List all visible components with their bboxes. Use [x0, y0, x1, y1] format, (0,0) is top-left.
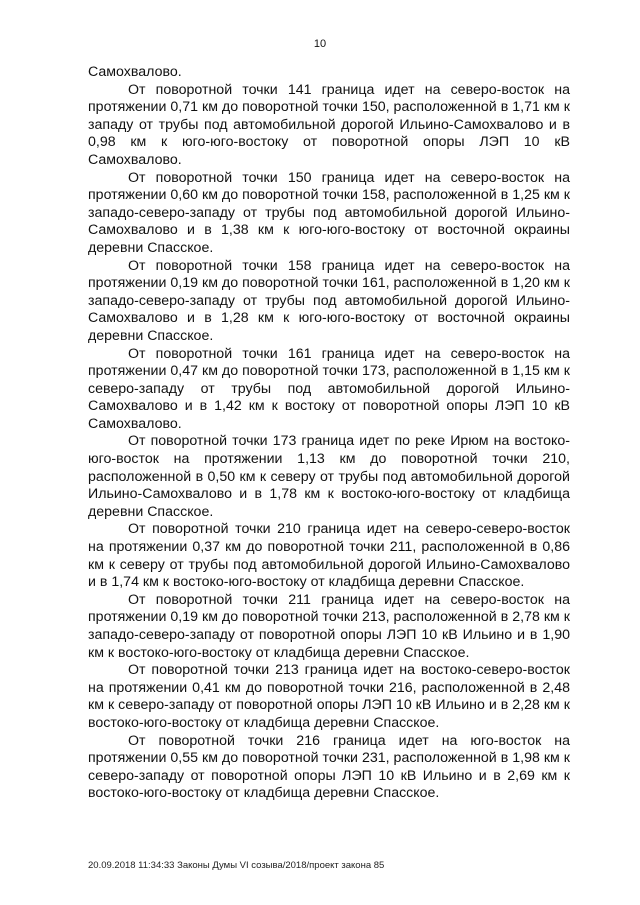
document-body: [88, 64, 570, 803]
continuation-text: Самохвалово.: [88, 64, 182, 80]
page-number: 10: [313, 38, 327, 50]
paragraph-point-150: От поворотной точки 150 граница идет на северо-восток на протяжении 0,60 км до поворотной точки 158, расположенной в 1,25 км к западо-северо-западу от трубы под автомобильной дорогой Ильино-Самохвалово и в 1,38 км к юго-юго-востоку от восточной окраины деревни Спасское.: [88, 169, 570, 256]
paragraph-point-141: От поворотной точки 141 граница идет на северо-восток на протяжении 0,71 км до поворотной точки 150, расположенной в 1,71 км к западу от трубы под автомобильной дорогой Ильино-Самохвалово и в 0,98 км к юго-юго-востоку от поворотной опоры ЛЭП 10 кВ Самохвалово.: [88, 81, 570, 168]
paragraph-point-158: От поворотной точки 158 граница идет на северо-восток на протяжении 0,19 км до поворотной точки 161, расположенной в 1,20 км к западо-северо-западу от трубы под автомобильной дорогой Ильино-Самохвалово и в 1,28 км к юго-юго-востоку от восточной окраины деревни Спасское.: [88, 257, 570, 344]
paragraph-point-216: От поворотной точки 216 граница идет на юго-восток на протяжении 0,55 км до поворотной точки 231, расположенной в 1,98 км к северо-западу от поворотной опоры ЛЭП 10 кВ Ильино и в 2,69 км к востоко-юго-востоку от кладбища деревни Спасское.: [88, 732, 570, 802]
paragraph-point-161: От поворотной точки 161 граница идет на северо-восток на протяжении 0,47 км до поворотной точки 173, расположенной в 1,15 км к северо-западу от трубы под автомобильной дорогой Ильино-Самохвалово и в 1,42 км к востоку от поворотной опоры ЛЭП 10 кВ Самохвалово.: [88, 345, 570, 432]
paragraph-point-173: От поворотной точки 173 граница идет по реке Ирюм на востоко-юго-восток на протяжении 1,13 км до поворотной точки 210, расположенной в 0,50 км к северу от трубы под автомобильной дорогой Ильино-Самохвалово и в 1,78 км к востоко-юго-востоку от кладбища деревни Спасское.: [88, 433, 570, 520]
paragraph-point-213: От поворотной точки 213 граница идет на востоко-северо-восток на протяжении 0,41 км до поворотной точки 216, расположенной в 2,48 км к северо-западу от поворотной опоры ЛЭП 10 кВ Ильино и в 2,28 км к востоко-юго-востоку от кладбища деревни Спасское.: [88, 662, 570, 731]
paragraph-point-211: От поворотной точки 211 граница идет на северо-восток на протяжении 0,19 км до поворотной точки 213, расположенной в 2,78 км к западо-северо-западу от поворотной опоры ЛЭП 10 кВ Ильино и в 1,90 км к востоко-юго-востоку от кладбища деревни Спасское.: [88, 591, 570, 661]
paragraph-point-210: От поворотной точки 210 граница идет на северо-северо-восток на протяжении 0,37 км до поворотной точки 211, расположенной в 0,86 км к северу от трубы под автомобильной дорогой Ильино-Самохвалово и в 1,74 км к востоко-юго-востоку от кладбища деревни Спасское.: [88, 521, 570, 591]
document-footer: 20.09.2018 11:34:33 Законы Думы VI созыва/2018/проект закона 85: [88, 860, 385, 871]
